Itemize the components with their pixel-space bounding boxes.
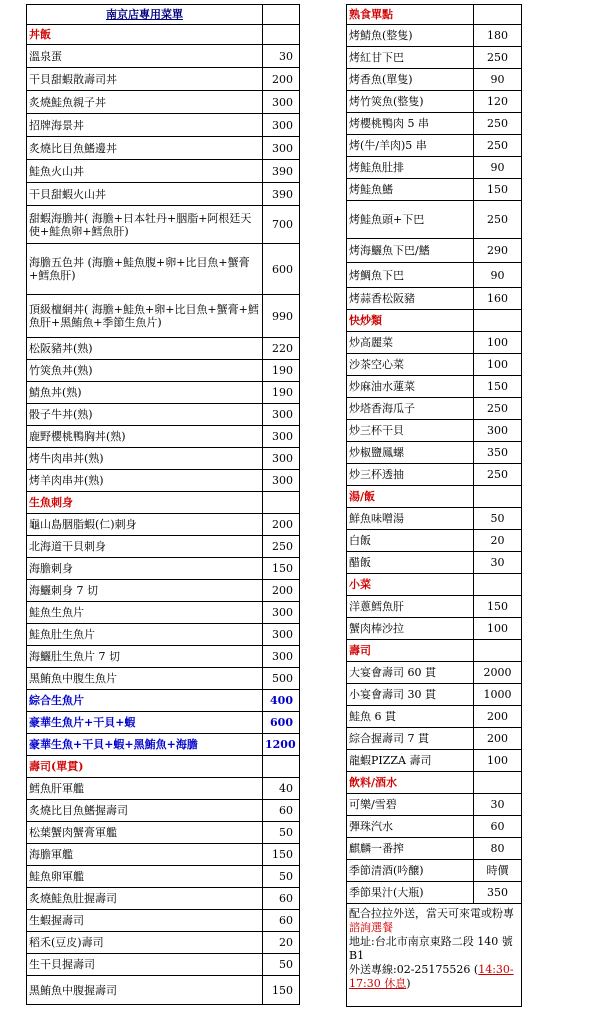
- category-row: [347, 5, 522, 25]
- menu-item-row: [347, 442, 522, 464]
- item-price: 250: [474, 398, 522, 420]
- item-price: 300: [263, 646, 300, 668]
- menu-item-row: [27, 183, 300, 206]
- item-name: 海鱺刺身 7 切: [27, 580, 263, 602]
- item-name: 炒塔香海瓜子: [347, 398, 474, 420]
- category-row: [347, 310, 522, 332]
- item-name: 炙燒比目魚鰭邊丼: [27, 137, 263, 160]
- item-price: 200: [263, 68, 300, 91]
- menu-item-row: [347, 288, 522, 310]
- item-name: 炙燒鮭魚肚握壽司: [27, 888, 263, 910]
- item-price: 30: [474, 794, 522, 816]
- menu-item-row: [347, 420, 522, 442]
- item-price: 50: [263, 954, 300, 976]
- menu-item-row: [27, 45, 300, 68]
- item-price: 300: [263, 470, 300, 492]
- menu-item-row: [347, 113, 522, 135]
- menu-item-row: [27, 668, 300, 690]
- item-price: 390: [263, 160, 300, 183]
- item-price: [474, 772, 522, 794]
- item-name: 鮮魚味噌湯: [347, 508, 474, 530]
- category-label: 丼飯: [27, 25, 263, 45]
- menu-item-row: [347, 464, 522, 486]
- item-price: 390: [263, 183, 300, 206]
- menu-item-row: [27, 690, 300, 712]
- item-price: [263, 756, 300, 778]
- item-name: 烤鮭魚頭+下巴: [347, 201, 474, 239]
- menu-item-row: [27, 295, 300, 338]
- category-row: [27, 492, 300, 514]
- item-price: 200: [474, 728, 522, 750]
- item-name: 綜合生魚片: [27, 690, 263, 712]
- menu-item-row: [347, 750, 522, 772]
- item-price: 350: [474, 442, 522, 464]
- menu-item-row: [347, 179, 522, 201]
- item-name: 沙茶空心菜: [347, 354, 474, 376]
- category-label: 壽司(單貫): [27, 756, 263, 778]
- menu-item-row: [347, 135, 522, 157]
- item-name: 炒椒鹽鳳螺: [347, 442, 474, 464]
- menu-item-row: [27, 206, 300, 244]
- address-text: 地址:台北市南京東路二段 140 號 B1: [349, 935, 513, 962]
- item-name: 大宴會壽司 60 貫: [347, 662, 474, 684]
- category-label: 飲料/酒水: [347, 772, 474, 794]
- item-price: 250: [474, 464, 522, 486]
- item-price: 50: [263, 822, 300, 844]
- menu-item-row: [347, 596, 522, 618]
- item-name: 龍蝦PIZZA 壽司: [347, 750, 474, 772]
- item-price: 700: [263, 206, 300, 244]
- consult-link[interactable]: 諮詢選餐: [349, 921, 393, 934]
- item-price: 50: [263, 866, 300, 888]
- menu-item-row: [27, 244, 300, 295]
- item-name: 稻禾(豆皮)壽司: [27, 932, 263, 954]
- item-price: 120: [474, 91, 522, 113]
- menu-item-row: [27, 558, 300, 580]
- item-price: 30: [263, 45, 300, 68]
- item-name: 龜山島胭脂蝦(仁)刺身: [27, 514, 263, 536]
- menu-item-row: [347, 706, 522, 728]
- item-price: 250: [474, 135, 522, 157]
- item-price: 350: [474, 882, 522, 904]
- menu-item-row: [27, 976, 300, 1005]
- item-price: 100: [474, 750, 522, 772]
- hotline-text: 外送專線:02-25175526 (: [349, 963, 479, 976]
- item-name: 小宴會壽司 30 貫: [347, 684, 474, 706]
- item-name: 鹿野櫻桃鴨胸丼(熟): [27, 426, 263, 448]
- item-name: 生干貝握壽司: [27, 954, 263, 976]
- category-row: [347, 574, 522, 596]
- item-price: 80: [474, 838, 522, 860]
- item-name: 烤紅甘下巴: [347, 47, 474, 69]
- item-name: 北海道干貝刺身: [27, 536, 263, 558]
- item-name: 黑鮪魚中腹生魚片: [27, 668, 263, 690]
- item-name: 炒麻油水蓮菜: [347, 376, 474, 398]
- item-price: 300: [474, 420, 522, 442]
- item-name: 烤牛肉串丼(熟): [27, 448, 263, 470]
- item-name: 烤鮭魚鰭: [347, 179, 474, 201]
- menu-item-row: [347, 860, 522, 882]
- menu-item-row: [27, 514, 300, 536]
- item-name: 鮭魚火山丼: [27, 160, 263, 183]
- item-name: 鮭魚 6 貫: [347, 706, 474, 728]
- item-name: 鮭魚卵軍艦: [27, 866, 263, 888]
- item-price: 90: [474, 69, 522, 91]
- menu-item-row: [27, 910, 300, 932]
- menu-item-row: [27, 646, 300, 668]
- hotline-hours: 14:30-17:30 休息: [349, 963, 514, 990]
- item-name: 鱈魚肝軍艦: [27, 778, 263, 800]
- item-price: 200: [263, 514, 300, 536]
- delivery-note: [347, 904, 522, 1007]
- category-row: [347, 486, 522, 508]
- right-menu-table: [346, 4, 522, 1007]
- item-price: 300: [263, 137, 300, 160]
- item-price: [263, 5, 300, 25]
- item-price: [263, 492, 300, 514]
- item-price: 290: [474, 239, 522, 263]
- menu-item-row: [27, 624, 300, 646]
- item-name: 豪華生魚片+干貝+蝦: [27, 712, 263, 734]
- item-name: 頂級檀網丼( 海膽+鮭魚+卵+比目魚+蟹膏+鱈魚肝+黑鮪魚+季節生魚片): [27, 295, 263, 338]
- item-name: 白飯: [347, 530, 474, 552]
- item-price: 100: [474, 618, 522, 640]
- menu-item-row: [27, 448, 300, 470]
- item-name: 溫泉蛋: [27, 45, 263, 68]
- item-price: 150: [474, 596, 522, 618]
- menu-item-row: [27, 536, 300, 558]
- item-price: 400: [263, 690, 300, 712]
- item-price: 250: [474, 113, 522, 135]
- item-name: 鯖魚丼(熟): [27, 382, 263, 404]
- menu-item-row: [27, 470, 300, 492]
- category-label: 湯/飯: [347, 486, 474, 508]
- item-price: 300: [263, 448, 300, 470]
- item-name: 醋飯: [347, 552, 474, 574]
- category-row: [27, 5, 300, 25]
- item-price: 1000: [474, 684, 522, 706]
- menu-item-row: [347, 263, 522, 288]
- item-name: 竹筴魚丼(熟): [27, 360, 263, 382]
- item-name: 季節清酒(吟醸): [347, 860, 474, 882]
- item-price: 300: [263, 426, 300, 448]
- item-price: 20: [263, 932, 300, 954]
- item-price: [474, 5, 522, 25]
- item-name: 生蝦握壽司: [27, 910, 263, 932]
- item-name: 烤羊肉串丼(熟): [27, 470, 263, 492]
- item-name: 干貝甜蝦火山丼: [27, 183, 263, 206]
- item-price: 90: [474, 263, 522, 288]
- menu-item-row: [347, 376, 522, 398]
- item-price: 100: [474, 354, 522, 376]
- menu-item-row: [27, 954, 300, 976]
- item-name: 炙燒比目魚鰭握壽司: [27, 800, 263, 822]
- item-price: 300: [263, 624, 300, 646]
- item-price: 990: [263, 295, 300, 338]
- item-name: 烤(牛/羊肉)5 串: [347, 135, 474, 157]
- item-price: 60: [263, 910, 300, 932]
- item-name: 鮭魚生魚片: [27, 602, 263, 624]
- delivery-note-text: 配合拉拉外送，當天可來電或粉專: [349, 907, 514, 920]
- menu-item-row: [27, 91, 300, 114]
- menu-item-row: [27, 778, 300, 800]
- item-price: [474, 310, 522, 332]
- item-price: 60: [263, 888, 300, 910]
- item-price: 時價: [474, 860, 522, 882]
- item-name: 烤櫻桃鴨肉 5 串: [347, 113, 474, 135]
- menu-item-row: [347, 201, 522, 239]
- hotline-close: ): [406, 977, 411, 990]
- menu-item-row: [347, 816, 522, 838]
- item-name: 骰子牛丼(熟): [27, 404, 263, 426]
- item-price: 200: [474, 706, 522, 728]
- menu-item-row: [347, 332, 522, 354]
- item-name: 海膽刺身: [27, 558, 263, 580]
- menu-item-row: [27, 712, 300, 734]
- menu-item-row: [347, 508, 522, 530]
- item-name: 海膽五色丼 (海膽+鮭魚腹+卵+比目魚+蟹膏+鱈魚肝): [27, 244, 263, 295]
- left-menu-table: [26, 4, 300, 1005]
- item-price: 150: [474, 179, 522, 201]
- item-price: [263, 25, 300, 45]
- menu-item-row: [347, 882, 522, 904]
- menu-item-row: [27, 580, 300, 602]
- item-name: 烤蒜香松阪豬: [347, 288, 474, 310]
- item-name: 烤鯖魚(整隻): [347, 25, 474, 47]
- item-name: 季節果汁(大瓶): [347, 882, 474, 904]
- menu-item-row: [27, 360, 300, 382]
- item-name: 甜蝦海膽丼( 海膽+日本牡丹+胭脂+阿根廷天使+鮭魚卵+鱈魚肝): [27, 206, 263, 244]
- item-name: 干貝甜蝦散壽司丼: [27, 68, 263, 91]
- item-name: 黑鮪魚中腹握壽司: [27, 976, 263, 1005]
- item-name: 烤鯛魚下巴: [347, 263, 474, 288]
- menu-item-row: [347, 794, 522, 816]
- menu-item-row: [27, 800, 300, 822]
- item-price: 300: [263, 404, 300, 426]
- menu-item-row: [347, 662, 522, 684]
- item-name: 蟹肉棒沙拉: [347, 618, 474, 640]
- menu-item-row: [347, 398, 522, 420]
- item-price: 180: [474, 25, 522, 47]
- category-label: 熟食單點: [347, 5, 474, 25]
- item-name: 洋蔥鱈魚肝: [347, 596, 474, 618]
- item-name: 炒高麗菜: [347, 332, 474, 354]
- item-name: 彈珠汽水: [347, 816, 474, 838]
- menu-item-row: [27, 866, 300, 888]
- item-price: 40: [263, 778, 300, 800]
- item-price: 190: [263, 382, 300, 404]
- item-price: 1200: [263, 734, 300, 756]
- item-price: 60: [474, 816, 522, 838]
- menu-item-row: [347, 91, 522, 113]
- menu-title: 南京店專用菜單: [27, 5, 263, 25]
- item-name: 松葉蟹肉蟹膏軍艦: [27, 822, 263, 844]
- delivery-note-row: [347, 904, 522, 1007]
- menu-item-row: [347, 25, 522, 47]
- item-name: 烤海鱺魚下巴/鰭: [347, 239, 474, 263]
- item-price: [474, 640, 522, 662]
- category-label: 壽司: [347, 640, 474, 662]
- item-name: 松阪豬丼(熟): [27, 338, 263, 360]
- menu-item-row: [27, 160, 300, 183]
- item-price: [474, 486, 522, 508]
- category-label: 生魚刺身: [27, 492, 263, 514]
- item-price: 600: [263, 712, 300, 734]
- item-name: 炙燒鮭魚親子丼: [27, 91, 263, 114]
- menu-item-row: [347, 239, 522, 263]
- menu-item-row: [347, 552, 522, 574]
- menu-item-row: [347, 47, 522, 69]
- item-price: 300: [263, 91, 300, 114]
- item-price: 250: [474, 201, 522, 239]
- item-name: 炒三杯干貝: [347, 420, 474, 442]
- menu-item-row: [347, 618, 522, 640]
- item-name: 海鱺肚生魚片 7 切: [27, 646, 263, 668]
- item-price: 20: [474, 530, 522, 552]
- menu-item-row: [27, 822, 300, 844]
- menu-item-row: [27, 932, 300, 954]
- menu-item-row: [27, 338, 300, 360]
- menu-item-row: [27, 888, 300, 910]
- item-price: 250: [474, 47, 522, 69]
- menu-item-row: [347, 838, 522, 860]
- item-price: 90: [474, 157, 522, 179]
- menu-item-row: [27, 137, 300, 160]
- item-price: [474, 574, 522, 596]
- menu-item-row: [347, 69, 522, 91]
- item-price: 500: [263, 668, 300, 690]
- menu-item-row: [347, 354, 522, 376]
- item-name: 豪華生魚+干貝+蝦+黑鮪魚+海膽: [27, 734, 263, 756]
- item-price: 2000: [474, 662, 522, 684]
- item-name: 烤竹筴魚(整隻): [347, 91, 474, 113]
- item-name: 炒三杯透抽: [347, 464, 474, 486]
- menu-item-row: [347, 728, 522, 750]
- item-price: 150: [263, 558, 300, 580]
- category-row: [27, 25, 300, 45]
- menu-item-row: [27, 68, 300, 91]
- item-price: 250: [263, 536, 300, 558]
- item-name: 烤香魚(單隻): [347, 69, 474, 91]
- item-price: 160: [474, 288, 522, 310]
- category-label: 小菜: [347, 574, 474, 596]
- item-price: 300: [263, 602, 300, 624]
- item-name: 鮭魚肚生魚片: [27, 624, 263, 646]
- item-price: 150: [474, 376, 522, 398]
- item-price: 300: [263, 114, 300, 137]
- item-price: 190: [263, 360, 300, 382]
- menu-item-row: [27, 426, 300, 448]
- menu-item-row: [27, 382, 300, 404]
- item-name: 可樂/雪碧: [347, 794, 474, 816]
- item-price: 150: [263, 976, 300, 1005]
- item-price: 50: [474, 508, 522, 530]
- menu-item-row: [347, 530, 522, 552]
- category-row: [27, 756, 300, 778]
- category-row: [347, 640, 522, 662]
- category-row: [347, 772, 522, 794]
- item-price: 100: [474, 332, 522, 354]
- menu-item-row: [27, 602, 300, 624]
- item-price: 30: [474, 552, 522, 574]
- item-price: 220: [263, 338, 300, 360]
- item-price: 200: [263, 580, 300, 602]
- item-price: 60: [263, 800, 300, 822]
- menu-item-row: [347, 684, 522, 706]
- item-price: 150: [263, 844, 300, 866]
- item-name: 海膽軍艦: [27, 844, 263, 866]
- item-name: 麒麟一番搾: [347, 838, 474, 860]
- menu-item-row: [27, 844, 300, 866]
- item-name: 烤鮭魚肚排: [347, 157, 474, 179]
- menu-item-row: [27, 734, 300, 756]
- item-price: 600: [263, 244, 300, 295]
- item-name: 綜合握壽司 7 貫: [347, 728, 474, 750]
- menu-item-row: [27, 114, 300, 137]
- category-label: 快炒類: [347, 310, 474, 332]
- menu-item-row: [27, 404, 300, 426]
- menu-item-row: [347, 157, 522, 179]
- item-name: 招牌海景丼: [27, 114, 263, 137]
